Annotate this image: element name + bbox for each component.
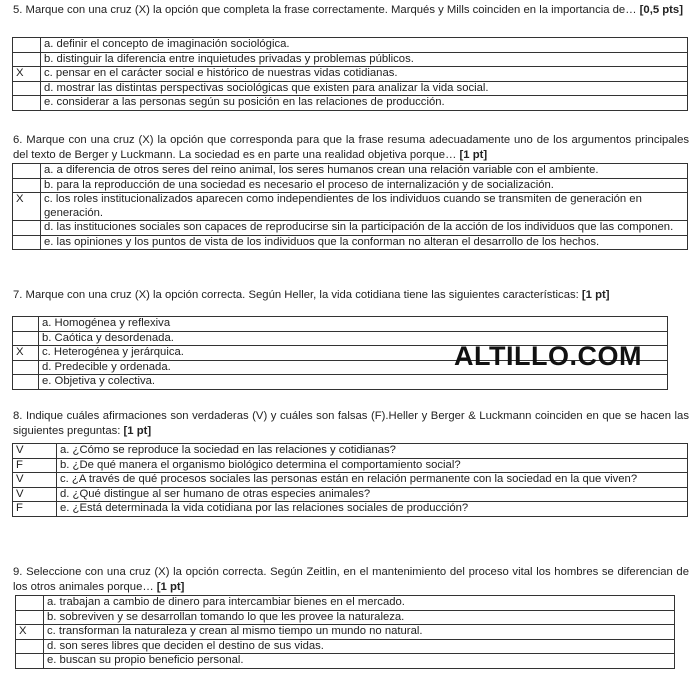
option-mark[interactable]	[13, 164, 41, 179]
question-6-text: 6. Marque con una cruz (X) la opción que corresponda para que la frase resuma adecuadamente uno de los argumentos principales del texto de Berger y Luckmann. La sociedad es en parte una realidad objetiva porque…	[13, 134, 689, 161]
option-text: d. las instituciones sociales son capaces de reproducirse sin la participación de la acción de los individuos que las componen.	[41, 221, 688, 236]
option-text: b. distinguir la diferencia entre inquietudes privadas y problemas públicos.	[41, 52, 688, 67]
question-5	[13, 3, 689, 18]
option-row[interactable]	[13, 221, 688, 236]
option-text: d. Predecible y ordenada.	[39, 360, 668, 375]
option-row[interactable]	[16, 610, 675, 625]
option-mark[interactable]: X	[13, 193, 41, 221]
option-row[interactable]	[13, 473, 688, 488]
question-8	[13, 409, 689, 438]
option-row[interactable]	[16, 654, 675, 669]
option-mark[interactable]	[16, 654, 44, 669]
option-mark[interactable]: V	[13, 444, 57, 459]
question-9	[13, 565, 689, 594]
option-mark[interactable]: X	[16, 625, 44, 640]
option-row[interactable]	[16, 625, 675, 640]
option-text: a. a diferencia de otros seres del reino animal, los seres humanos crean una relación variable con el ambiente.	[41, 164, 688, 179]
option-row[interactable]	[13, 96, 688, 111]
option-mark[interactable]	[13, 52, 41, 67]
question-5-text: 5. Marque con una cruz (X) la opción que completa la frase correctamente. Marqués y Mills coinciden en la importancia de…	[13, 4, 637, 16]
option-row[interactable]	[13, 444, 688, 459]
option-mark[interactable]	[13, 360, 39, 375]
option-row[interactable]	[13, 164, 688, 179]
option-text: c. los roles institucionalizados aparecen como independientes de los individuos cuando se transmiten de generación en generación.	[41, 193, 688, 221]
question-6-options	[12, 163, 688, 250]
option-text: e. buscan su propio beneficio personal.	[44, 654, 675, 669]
option-text: c. Heterogénea y jerárquica.	[39, 346, 668, 361]
option-text: a. trabajan a cambio de dinero para intercambiar bienes en el mercado.	[44, 596, 675, 611]
option-row[interactable]	[13, 375, 668, 390]
option-mark[interactable]	[13, 96, 41, 111]
option-mark[interactable]	[13, 235, 41, 250]
option-row[interactable]	[13, 193, 688, 221]
option-row[interactable]	[16, 596, 675, 611]
option-mark[interactable]	[13, 375, 39, 390]
option-row[interactable]	[13, 81, 688, 96]
option-mark[interactable]: F	[13, 458, 57, 473]
question-9-text: 9. Seleccione con una cruz (X) la opción correcta. Según Zeitlin, en el mantenimiento del proceso vital los hombres se diferencian de los otros animales porque…	[13, 566, 689, 593]
option-mark[interactable]	[16, 596, 44, 611]
option-text: e. ¿Está determinada la vida cotidiana por las relaciones sociales de producción?	[57, 502, 688, 517]
option-text: b. Caótica y desordenada.	[39, 331, 668, 346]
question-7	[13, 288, 689, 303]
question-9-options	[15, 595, 675, 669]
option-mark[interactable]	[13, 331, 39, 346]
option-row[interactable]	[13, 458, 688, 473]
question-8-text: 8. Indique cuáles afirmaciones son verdaderas (V) y cuáles son falsas (F).Heller y Berger & Luckmann coinciden en que se hacen las siguientes preguntas:	[13, 410, 689, 437]
option-text: d. son seres libres que deciden el destino de sus vidas.	[44, 639, 675, 654]
option-text: e. las opiniones y los puntos de vista de los individuos que la conforman no alteran el desarrollo de los hechos.	[41, 235, 688, 250]
option-mark[interactable]: F	[13, 502, 57, 517]
question-8-options	[12, 443, 688, 517]
option-text: d. ¿Qué distingue al ser humano de otras especies animales?	[57, 487, 688, 502]
question-5-options	[12, 37, 688, 111]
option-mark[interactable]: X	[13, 67, 41, 82]
option-text: a. ¿Cómo se reproduce la sociedad en las relaciones y cotidianas?	[57, 444, 688, 459]
option-row[interactable]	[13, 317, 668, 332]
option-text: a. definir el concepto de imaginación sociológica.	[41, 38, 688, 53]
option-text: e. Objetiva y colectiva.	[39, 375, 668, 390]
option-mark[interactable]	[16, 639, 44, 654]
option-text: c. pensar en el carácter social e histórico de nuestras vidas cotidianas.	[41, 67, 688, 82]
question-6	[13, 133, 689, 162]
option-text: c. ¿A través de qué procesos sociales las personas están en relación permanente con la sociedad en la que viven?	[57, 473, 688, 488]
option-row[interactable]	[13, 235, 688, 250]
option-mark[interactable]	[13, 38, 41, 53]
option-text: b. para la reproducción de una sociedad es necesario el proceso de internalización y de socialización.	[41, 178, 688, 193]
option-row[interactable]	[13, 38, 688, 53]
option-row[interactable]	[13, 502, 688, 517]
option-row[interactable]	[13, 52, 688, 67]
question-9-points: [1 pt]	[156, 580, 185, 593]
option-text: b. sobreviven y se desarrollan tomando lo que les provee la naturaleza.	[44, 610, 675, 625]
question-7-text: 7. Marque con una cruz (X) la opción correcta. Según Heller, la vida cotidiana tiene las siguientes características:	[13, 289, 579, 301]
option-mark[interactable]	[16, 610, 44, 625]
option-row[interactable]	[13, 67, 688, 82]
watermark-logo: ALTILLO.COM	[454, 341, 642, 371]
option-text: a. Homogénea y reflexiva	[39, 317, 668, 332]
option-mark[interactable]	[13, 221, 41, 236]
option-text: c. transforman la naturaleza y crean al mismo tiempo un mundo no natural.	[44, 625, 675, 640]
question-8-points: [1 pt]	[123, 424, 152, 437]
question-6-points: [1 pt]	[459, 148, 488, 161]
option-mark[interactable]: X	[13, 346, 39, 361]
option-row[interactable]	[16, 639, 675, 654]
option-mark[interactable]	[13, 178, 41, 193]
option-text: b. ¿De qué manera el organismo biológico determina el comportamiento social?	[57, 458, 688, 473]
option-mark[interactable]: V	[13, 473, 57, 488]
option-row[interactable]	[13, 487, 688, 502]
question-7-points: [1 pt]	[581, 289, 610, 301]
option-mark[interactable]	[13, 81, 41, 96]
option-mark[interactable]	[13, 317, 39, 332]
option-text: d. mostrar las distintas perspectivas sociológicas que existen para analizar la vida social.	[41, 81, 688, 96]
option-text: e. considerar a las personas según su posición en las relaciones de producción.	[41, 96, 688, 111]
option-row[interactable]	[13, 178, 688, 193]
option-mark[interactable]: V	[13, 487, 57, 502]
question-5-points: [0,5 pts]	[639, 4, 683, 16]
